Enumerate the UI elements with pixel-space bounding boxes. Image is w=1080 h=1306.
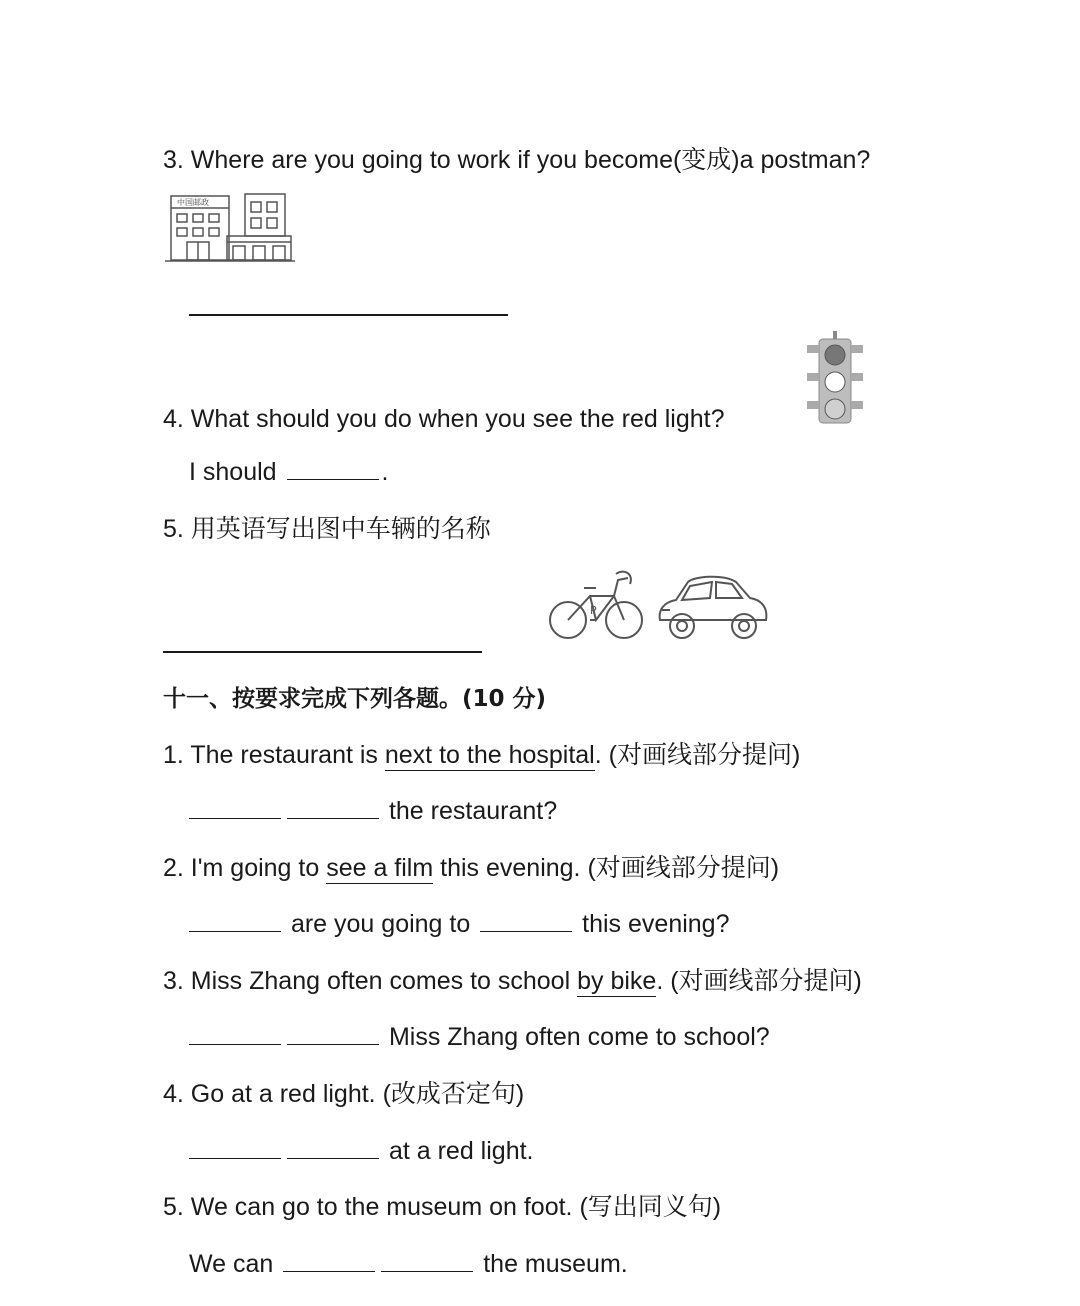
- answer-suffix: this evening?: [582, 910, 730, 938]
- q-text: 1. The restaurant is: [163, 741, 385, 769]
- underlined-phrase: see a film: [326, 854, 434, 882]
- answer-suffix: the restaurant?: [388, 797, 558, 825]
- question-10-5: 5. 用英语写出图中车辆的名称: [163, 515, 491, 543]
- answer-line-10-5[interactable]: [163, 651, 482, 653]
- answer-blank[interactable]: [189, 1022, 281, 1045]
- question-11-1: [163, 740, 800, 770]
- answer-suffix: Miss Zhang often come to school?: [388, 1023, 770, 1051]
- svg-text:P: P: [590, 604, 597, 617]
- answer-row-11-3: [186, 1022, 770, 1052]
- traffic-light-image: [805, 331, 865, 426]
- q-note: this evening. (对画线部分提问): [433, 854, 780, 882]
- answer-blank[interactable]: [283, 1249, 375, 1272]
- answer-prefix: We can: [189, 1250, 274, 1278]
- answer-blank[interactable]: [189, 909, 281, 932]
- bicycle-image: [548, 566, 644, 644]
- question-10-3: 3. Where are you going to work if you become(变成)a postman?: [163, 146, 871, 174]
- q-text: 2. I'm going to: [163, 854, 327, 882]
- answer-blank[interactable]: [287, 796, 379, 819]
- svg-text:中国邮政: 中国邮政: [177, 198, 209, 207]
- q-note: . (对画线部分提问): [594, 741, 801, 769]
- answer-blank[interactable]: [287, 1136, 379, 1159]
- answer-middle: are you going to: [290, 910, 471, 938]
- underlined-phrase: by bike: [577, 967, 657, 995]
- question-11-4: 4. Go at a red light. (改成否定句): [163, 1080, 525, 1108]
- answer-blank[interactable]: [287, 457, 379, 480]
- answer-row-11-4: [186, 1136, 533, 1166]
- answer-blank[interactable]: [480, 909, 572, 932]
- answer-row-11-5: [189, 1249, 628, 1279]
- answer-suffix: the museum.: [483, 1250, 628, 1278]
- section-11-heading: 十一、按要求完成下列各题。(10 分): [163, 686, 547, 712]
- post-office-image: [165, 192, 295, 264]
- question-11-3: [163, 966, 862, 996]
- answer-blank[interactable]: [189, 1136, 281, 1159]
- car-image: [654, 570, 770, 644]
- answer-blank[interactable]: [381, 1249, 473, 1272]
- answer-suffix: at a red light.: [388, 1137, 534, 1165]
- answer-suffix: .: [381, 458, 389, 486]
- q-text: 3. Miss Zhang often comes to school: [163, 967, 578, 995]
- underlined-phrase: next to the hospital: [384, 741, 595, 769]
- answer-row-11-2: [186, 909, 729, 939]
- answer-line-10-3[interactable]: [189, 314, 508, 316]
- answer-blank[interactable]: [189, 796, 281, 819]
- q-note: . (对画线部分提问): [656, 967, 862, 995]
- answer-row-11-1: [186, 796, 557, 826]
- answer-blank[interactable]: [287, 1022, 379, 1045]
- question-11-5: 5. We can go to the museum on foot. (写出同义句): [163, 1193, 722, 1221]
- question-10-4: 4. What should you do when you see the red light?: [163, 405, 725, 433]
- question-11-2: [163, 853, 779, 883]
- answer-row-10-4: [189, 457, 388, 487]
- answer-prefix: I should: [189, 458, 277, 486]
